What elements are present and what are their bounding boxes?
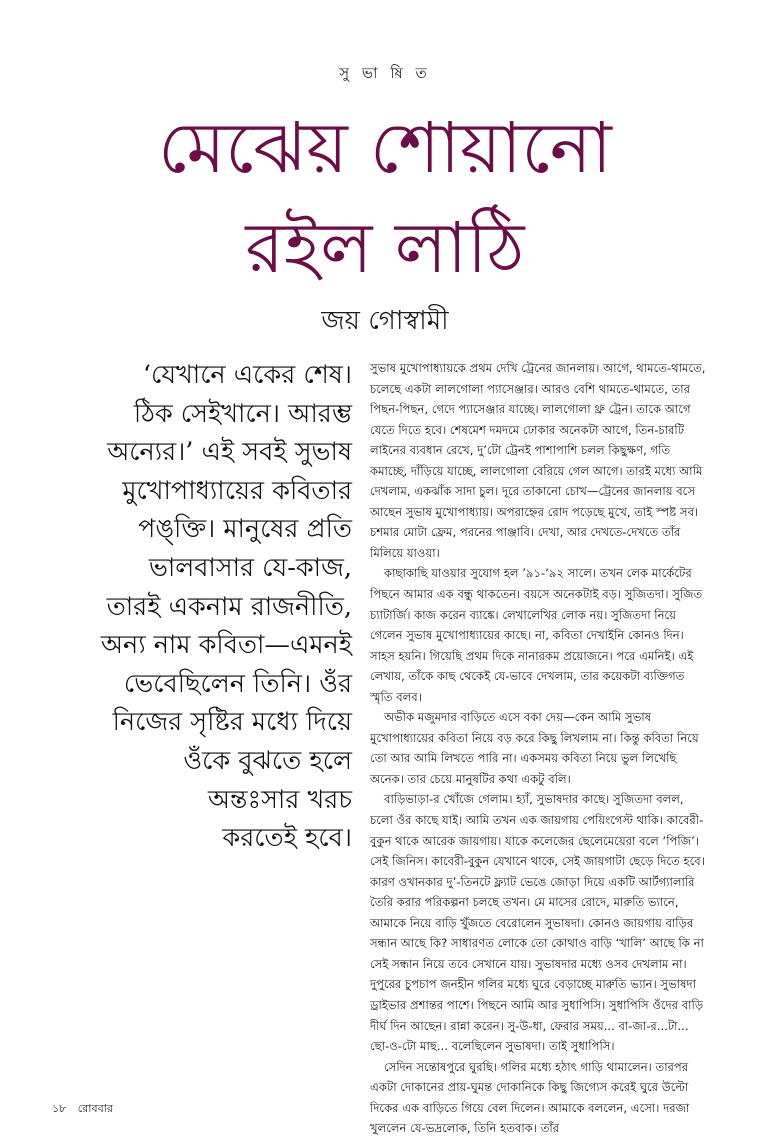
author-byline: জয় গোস্বামী — [321, 306, 449, 336]
body-paragraph: অভীক মজুমদার বাড়িতে এসে বকা দেয়—কেন আমি সুভাষ মুখোপাধ্যায়ের কবিতা নিয়ে বড় করে কিছু লিখলাম না। কিন্তু কবিতা নিয়ে তো আর আমি লিখতে পারি না। একসময় কবিতা নিয়ে ভুল লিখেছি অনেক। তার চেয়ে মানুষটির কথা একটু বলি। — [370, 710, 699, 786]
title-line-1: মেঝেয় শোয়ানো — [158, 107, 612, 189]
pull-quote-line: ওঁকে বুঝতে হলে — [183, 745, 352, 776]
pull-quote-line: ভেবেছিলেন তিনি। ওঁর — [123, 668, 352, 699]
pull-quote-line: নিজের সৃষ্টির মধ্যে দিয়ে — [112, 707, 352, 738]
article-title — [0, 98, 770, 298]
body-paragraph: কাছাকাছি যাওয়ার সুযোগ হল ’৯১-’৯২ সালে। তখন লেক মার্কেটের পিছনে আমার এক বন্ধু থাকতেন। বয়সে অনেকটাই বড়। সুজিতদা। সুজিত চ্যাটার্জি। কাজ করেন ব্যাঙ্কে। লেখালেখির লোক নয়। সুজিতদা নিয়ে গেলেন সুভাষ মুখোপাধ্যায়ের কাছে। না, কবিতা দেখাইনি কোনও দিন। সাহস হয়নি। গিয়েছি প্রথম দিকে নানারকম প্রয়োজনে। পরে এমনিই। এই লেখায়, তাঁকে কাছ থেকেই যে-ভাবে দেখলাম, তার কয়েকটা ব্যক্তিগত স্মৃতি বলব। — [370, 566, 703, 704]
article-body — [370, 358, 710, 1139]
pull-quote-line: ঠিক সেইখানে। আরম্ভ — [133, 398, 352, 429]
section-kicker: সু ভা ষি ত — [339, 64, 431, 82]
pull-quote-line: তারই একনাম রাজনীতি, — [106, 591, 352, 622]
page-number: ১৮ — [52, 1102, 67, 1115]
publication-name: রোববার — [77, 1102, 113, 1115]
pull-quote-line: ভালবাসার যে-কাজ, — [148, 552, 352, 583]
pull-quote-line: মুখোপাধ্যায়ের কবিতার — [122, 475, 352, 506]
pull-quote-line: ‘যেখানে একের শেষ। — [142, 360, 352, 390]
pull-quote-line: অন্য নাম কবিতা—এমনই — [100, 630, 352, 661]
pull-quote-line: অন্যের।’ এই সবই সুভাষ — [107, 437, 352, 468]
page-footer — [52, 1100, 113, 1119]
body-paragraph: সেদিন সন্তোষপুরে ঘুরছি। গলির মধ্যে হঠাৎ গাড়ি থামালেন। তারপর একটা দোকানের প্রায়-ঘুমন্ত দোকানিকে কিছু জিগ্যেস করেই ঘুরে উল্টো দিকের এক বাড়িতে গিয়ে বেল দিলেন। আমাকে বললেন, এসো। দরজা খুললেন যে-ভদ্রলোক, তিনি হতবাক। তাঁর — [370, 1059, 690, 1136]
pull-quote — [62, 356, 352, 858]
body-paragraph: সুভাষ মুখোপাধ্যায়কে প্রথম দেখি ট্রেনের জানলায়। আগে, থামতে-থামতে, চলেছে একটা লালগোলা প্যাসেঞ্জার। আরও বেশি থামতে-থামতে, তার পিছন-পিছন, গেদে প্যাসেঞ্জার যাচ্ছে। লালগোলা থ্রু ট্রেন। তাকে আগে যেতে দিতে হবে। শেষমেশ দমদমে ঢোকার অনেকটা আগে, তিন-চারটি লাইনের ব্যবধান রেখে, দু’টো ট্রেনই পাশাপাশি চলল কিছুক্ষণ, গতি কমাচ্ছে, দাঁড়িয়ে যাচ্ছে, লালগোলা বেরিয়ে গেল আগে। তারই মধ্যে আমি দেখলাম, একঝাঁক সাদা চুল। দূরে তাকানো চোখ—ট্রেনের জানলায় বসে আছেন সুভাষ মুখোপাধ্যায়। অপরাহ্নের রোদ পড়েছে মুখে, তাই স্পষ্ট সব। চশমার মোটা ফ্রেম, পরনের পাঞ্জাবি। দেখা, আর দেখতে-দেখতে তাঁর মিলিয়ে যাওয়া। — [370, 361, 706, 560]
pull-quote-line: করতেই হবে। — [222, 823, 352, 854]
pull-quote-line: অন্তঃসার খরচ — [207, 784, 352, 815]
pull-quote-line: পঙ্‌ক্তি। মানুষের প্রতি — [138, 514, 352, 545]
title-line-2: রইল লাঠি — [245, 207, 525, 289]
body-paragraph: বাড়িভাড়া-র খোঁজে গেলাম। হ্যাঁ, সুভাষদার কাছে। সুজিতদা বলল, চলো ওঁর কাছে যাই। আমি তখন এক জায়গায় পেয়িংগেস্ট থাকি। কাবেরী-বুকুন থাকে আরেক জায়গায়। যাকে কলেজের ছেলেমেয়েরা বলে ‘পিজি’। সেই জিনিস। কাবেরী-বুকুন যেখানে থাকে, সেই জায়গাটা ছেড়ে দিতে হবে। কারণ ওখানকার দু’-তিনটে ফ্ল্যাট ভেঙে জোড়া দিয়ে একটি আর্টগ্যালারি তৈরি করার পরিকল্পনা চলছে তখন। মে মাসের রোদে, মারুতি ভ্যানে, আমাকে নিয়ে বাড়ি খুঁজতে বেরোলেন সুভাষদা। কোনও জায়গায় বাড়ির সন্ধান আছে কি? সাধারণত লোকে তো কোথাও বাড়ি ‘খালি’ আছে কি না সেই সন্ধান নিয়ে তবে সেখানে যায়। সুভাষদার মধ্যে ওসব দেখলাম না। দুপুরের চুপচাপ জনহীন গলির মধ্যে ঘুরে বেড়াচ্ছে মারুতি ভ্যান। সুভাষদা ড্রাইভার প্রশান্তর পাশে। পিছনে আমি আর সুধাপিসি। সুধাপিসি ওঁদের বাড়ি দীর্ঘ দিন আছেন। রান্না করেন। সু-উ-ধা, ফেরার সময়... বা-জা-র...টা... ছো-ও-টো মাছ... বলেছিলেন সুভাষদা। তাই সুধাপিসি। — [370, 792, 705, 1054]
